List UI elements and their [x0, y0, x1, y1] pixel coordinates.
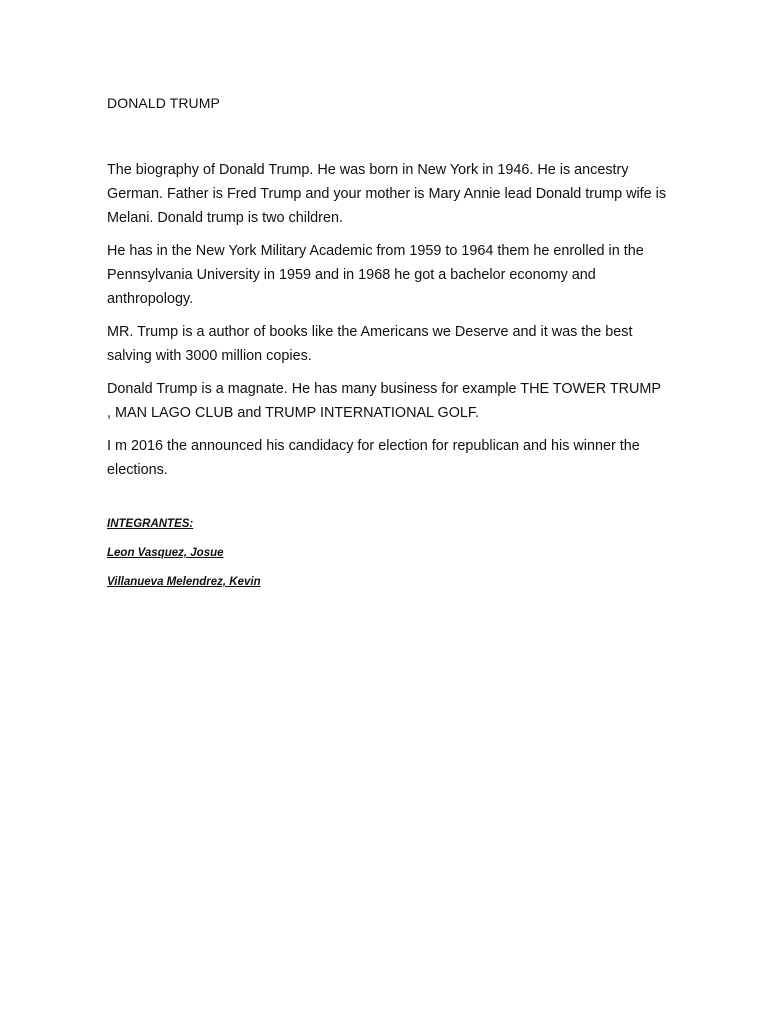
members-heading: INTEGRANTES: — [107, 518, 194, 530]
member-name: Villanueva Melendrez, Kevin — [107, 576, 261, 588]
paragraph-biography: The biography of Donald Trump. He was born in New York in 1946. He is ancestry German. Father is Fred Trump and your mother is Mary Annie lead Donald trump wife is Melani. Donald trump is two children. — [107, 162, 667, 226]
member-name: Leon Vasquez, Josue — [107, 547, 224, 559]
document-content — [107, 93, 667, 603]
members-section — [107, 516, 667, 590]
document-title: DONALD TRUMP — [107, 95, 220, 111]
paragraph-election: I m 2016 the announced his candidacy for election for republican and his winner the elections. — [107, 438, 640, 478]
document-body — [107, 158, 667, 482]
paragraph-education: He has in the New York Military Academic from 1959 to 1964 them he enrolled in the Pennsylvania University in 1959 and in 1968 he got a bachelor economy and anthropology. — [107, 243, 644, 307]
paragraph-books: MR. Trump is a author of books like the Americans we Deserve and it was the best salving with 3000 million copies. — [107, 324, 633, 364]
paragraph-business: Donald Trump is a magnate. He has many business for example THE TOWER TRUMP , MAN LAGO CLUB and TRUMP INTERNATIONAL GOLF. — [107, 381, 661, 421]
